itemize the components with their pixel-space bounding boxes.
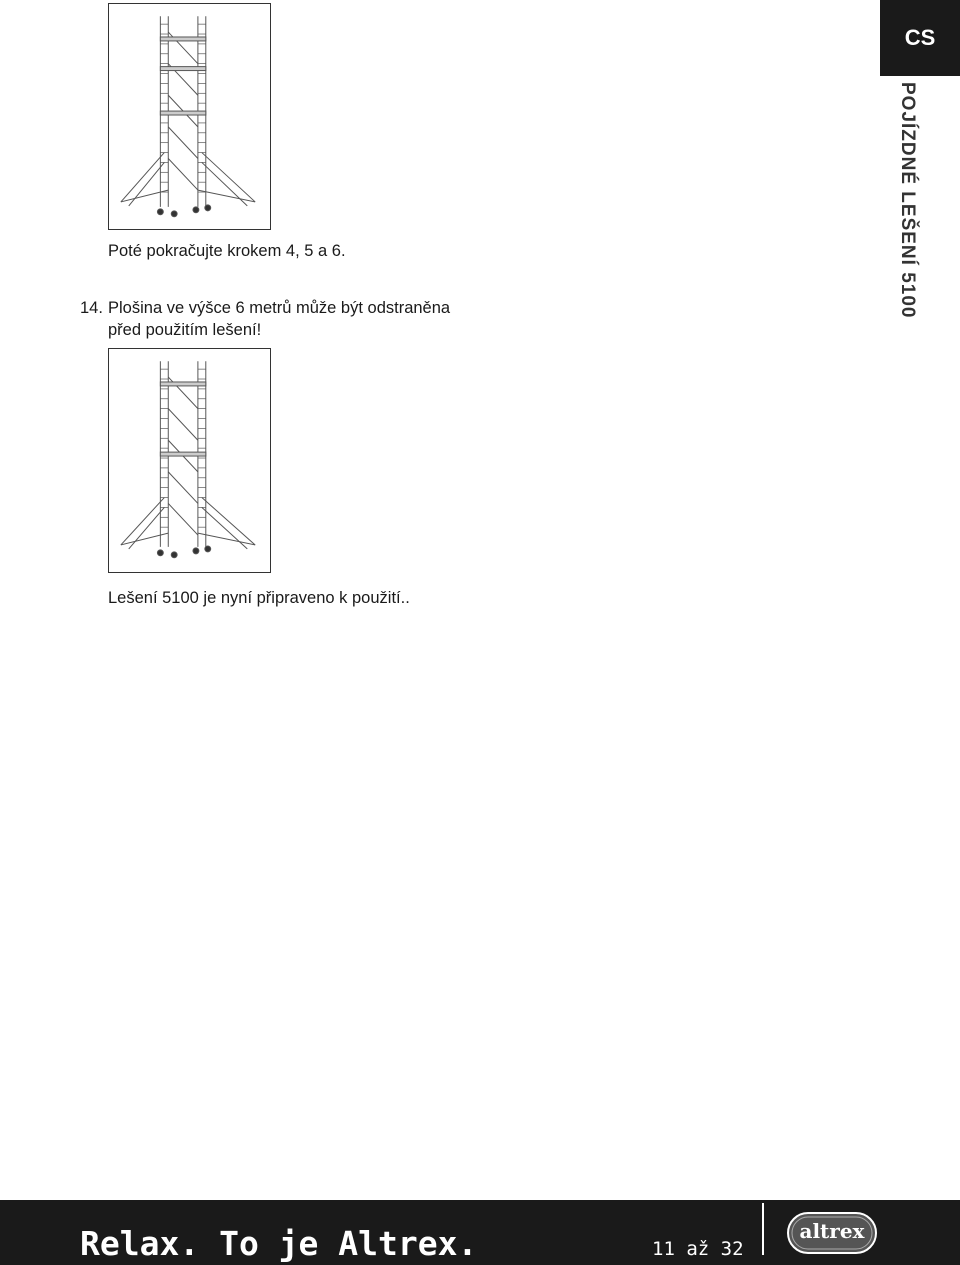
instruction-text: Poté pokračujte krokem 4, 5 a 6. [108, 242, 346, 260]
language-tab [880, 0, 960, 76]
page-number: 11 až 32 [652, 1238, 744, 1260]
step-14 [80, 297, 450, 341]
logo-text: altrex [799, 1219, 865, 1243]
scaffold-illustration [109, 4, 270, 229]
step-text-line2: před použitím lešení! [108, 321, 262, 339]
step-text-line1: Plošina ve výšce 6 metrů může být odstraněna [108, 299, 451, 317]
scaffold-figure-with-platform [108, 3, 271, 230]
scaffold-illustration [109, 349, 270, 572]
scaffold-figure-final [108, 348, 271, 573]
ready-text: Lešení 5100 je nyní připraveno k použití.. [108, 589, 410, 607]
footer-divider [762, 1203, 764, 1255]
footer-slogan: Relax. To je Altrex. [80, 1224, 478, 1263]
step-number: 14. [80, 299, 103, 317]
section-title: POJÍZDNÉ LEŠENÍ 5100 [897, 82, 918, 319]
language-code: CS [904, 25, 936, 50]
